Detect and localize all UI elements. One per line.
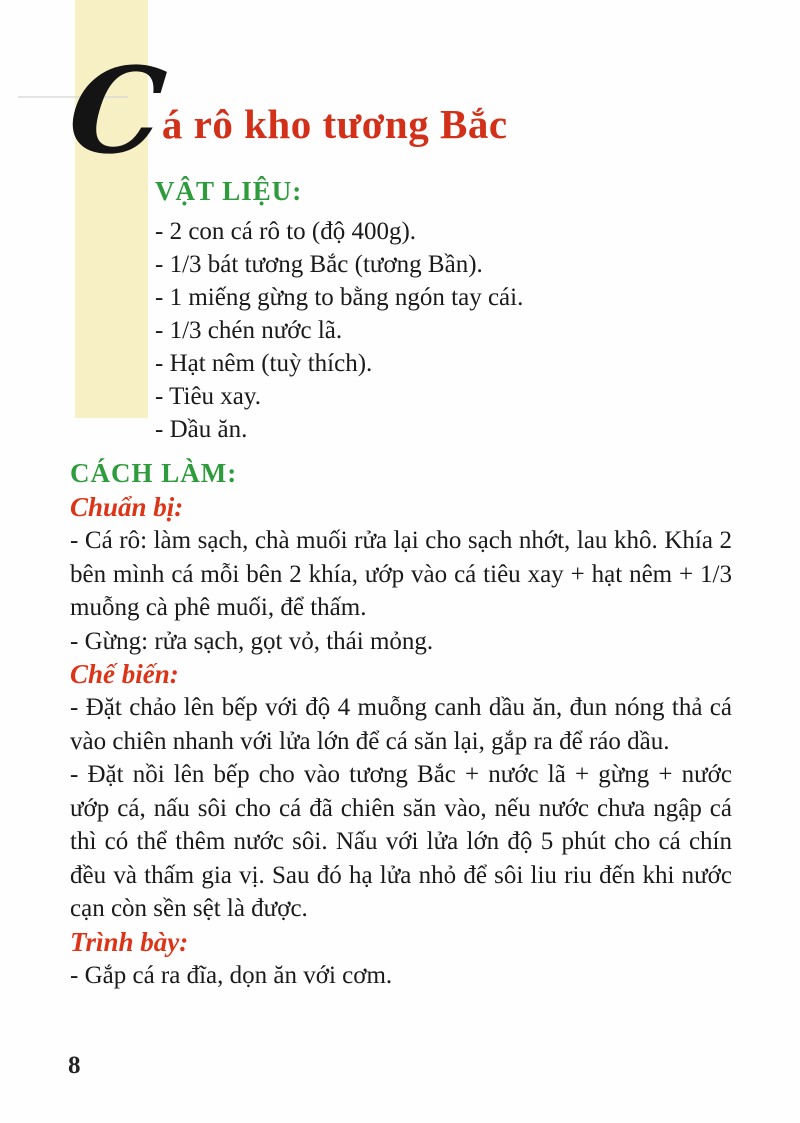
ingredients-heading: VẬT LIỆU: [155, 176, 303, 206]
ingredient-list [155, 215, 715, 446]
list-item: - 2 con cá rô to (độ 400g). [155, 218, 417, 245]
ingredients-section [155, 176, 715, 446]
method-paragraph: - Gừng: rửa sạch, gọt vỏ, thái mỏng. [70, 627, 434, 655]
method-section [70, 458, 732, 992]
step-label-serving: Trình bày: [70, 926, 189, 957]
drop-cap-initial: C [62, 41, 166, 180]
method-paragraph: - Cá rô: làm sạch, chà muối rửa lại cho sạch nhớt, lau khô. Khía 2 bên mình cá mỗi bên 2 khía, ướp vào cá tiêu xay + hạt nêm + 1/3 muỗng cà phê muối, để thấm. [70, 527, 732, 621]
list-item: - 1/3 bát tương Bắc (tương Bần). [155, 251, 483, 278]
page-number: 8 [68, 1052, 81, 1079]
recipe-title-text: á rô kho tương Bắc [161, 101, 508, 147]
list-item: - 1/3 chén nước lã. [155, 317, 343, 344]
step-label-cooking: Chế biến: [70, 659, 179, 689]
method-paragraph: - Đặt chảo lên bếp với độ 4 muỗng canh dầu ăn, đun nóng thả cá vào chiên nhanh với lửa lớn để cá săn lại, gắp ra để ráo dầu. [70, 694, 732, 755]
method-paragraph: - Đặt nồi lên bếp cho vào tương Bắc + nước lã + gừng + nước ướp cá, nấu sôi cho cá đã chiên săn vào, nếu nước chưa ngập cá thì có thể thêm nước sôi. Nấu với lửa lớn độ 5 phút cho cá chín đều và thấm gia vị. Sau đó hạ lửa nhỏ để sôi liu riu đến khi nước cạn còn sền sệt là được. [70, 761, 732, 922]
list-item: - Hạt nêm (tuỳ thích). [155, 350, 373, 377]
step-label-preparation: Chuẩn bị: [70, 492, 184, 522]
recipe-title [62, 38, 508, 180]
list-item: - Tiêu xay. [155, 383, 262, 410]
list-item: - 1 miếng gừng to bằng ngón tay cái. [155, 284, 524, 311]
list-item: - Dầu ăn. [155, 416, 248, 443]
method-paragraph: - Gắp cá ra đĩa, dọn ăn với cơm. [70, 961, 393, 989]
method-heading: CÁCH LÀM: [70, 458, 238, 488]
